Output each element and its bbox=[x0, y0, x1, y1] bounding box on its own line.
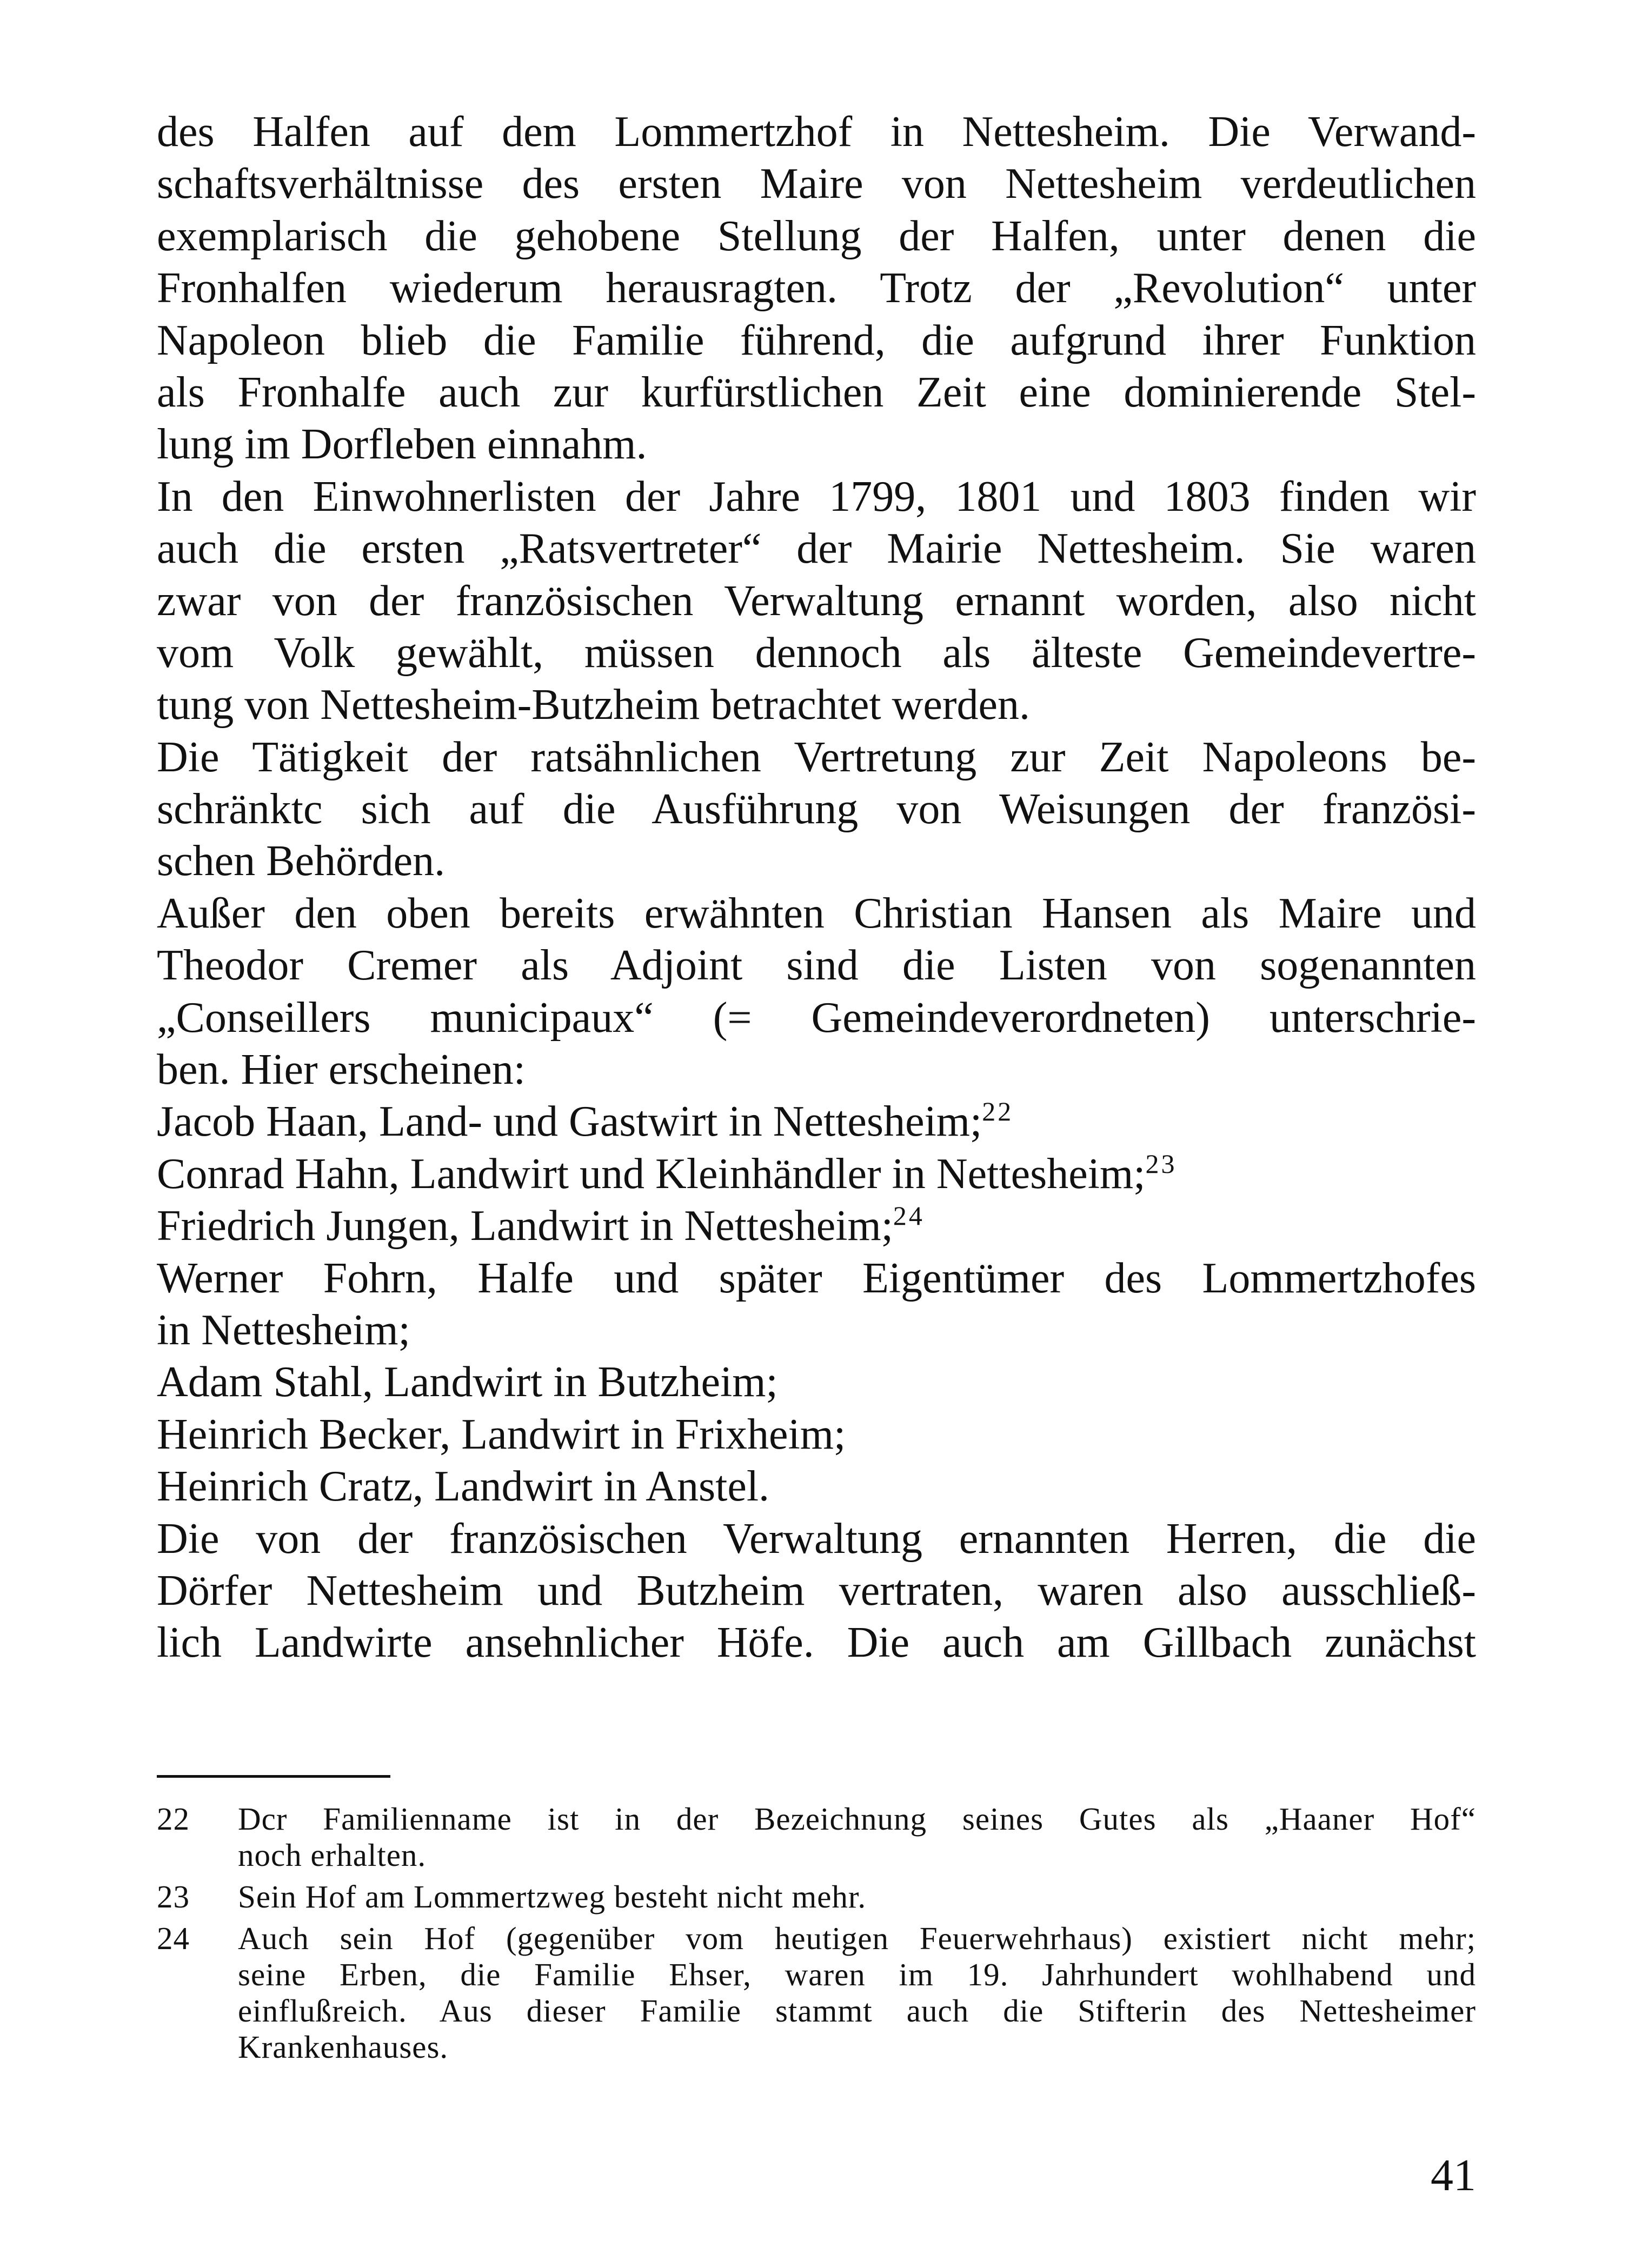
text-line-content: Adam Stahl, Landwirt in Butzheim; bbox=[157, 1358, 778, 1406]
text-line-content: lich Landwirte ansehnlicher Höfe. Die auch am Gillbach zunächst bbox=[157, 1619, 1476, 1667]
text-line-content: Die von der französischen Verwaltung ernannten Herren, die die bbox=[157, 1515, 1476, 1563]
text-line bbox=[157, 418, 1476, 470]
text-line bbox=[157, 888, 1476, 939]
text-line bbox=[157, 1513, 1476, 1565]
text-line bbox=[157, 992, 1476, 1044]
footnote-number: 24 bbox=[157, 1920, 190, 1956]
text-line-content: auch die ersten „Ratsvertreter“ der Mairie Nettesheim. Sie waren bbox=[157, 525, 1476, 573]
text-line bbox=[157, 523, 1476, 575]
footnote-line: noch erhalten. bbox=[238, 1837, 427, 1873]
text-line-content: schaftsverhältnisse des ersten Maire von Nettesheim verdeutlichen bbox=[157, 160, 1476, 208]
text-line-content: Dörfer Nettesheim und Butzheim vertraten, waren also ausschließ- bbox=[157, 1566, 1476, 1615]
page-number: 41 bbox=[1431, 2150, 1476, 2200]
text-line-content: Theodor Cremer als Adjoint sind die Listen von sogenannten bbox=[157, 942, 1476, 990]
text-line bbox=[157, 210, 1476, 262]
text-line bbox=[157, 939, 1476, 991]
footnote-line: Sein Hof am Lommertzweg besteht nicht mehr. bbox=[238, 1879, 867, 1915]
text-line bbox=[157, 679, 1476, 731]
footnote-separator bbox=[157, 1775, 390, 1778]
text-line bbox=[157, 1096, 1476, 1148]
text-line bbox=[157, 627, 1476, 679]
footnote-line: Dcr Familienname ist in der Bezeichnung seines Gutes als „Haaner Hof“ bbox=[238, 1801, 1476, 1837]
text-line bbox=[157, 158, 1476, 210]
text-line-content: schränktc sich auf die Ausführung von Weisungen der französi- bbox=[157, 785, 1476, 833]
text-line bbox=[157, 575, 1476, 627]
footnote-number: 23 bbox=[157, 1879, 190, 1915]
footnote-reference: 22 bbox=[982, 1096, 1014, 1127]
text-line bbox=[157, 262, 1476, 314]
text-line bbox=[157, 106, 1476, 158]
text-line bbox=[157, 1044, 1476, 1096]
text-line bbox=[157, 1304, 1476, 1356]
text-line bbox=[157, 1148, 1476, 1200]
text-line-content: tung von Nettesheim-Butzheim betrachtet werden. bbox=[157, 681, 1031, 729]
text-line bbox=[157, 835, 1476, 887]
text-line-content: als Fronhalfe auch zur kurfürstlichen Zeit eine dominierende Stel- bbox=[157, 368, 1476, 416]
text-line bbox=[157, 1460, 1476, 1512]
text-line-content: Conrad Hahn, Landwirt und Kleinhändler in Nettesheim; bbox=[157, 1150, 1146, 1198]
footnote bbox=[157, 1801, 1476, 1873]
text-line bbox=[157, 471, 1476, 523]
text-line bbox=[157, 1617, 1476, 1669]
text-line bbox=[157, 315, 1476, 366]
text-line-content: „Conseillers municipaux“ (= Gemeindeverordneten) unterschrie- bbox=[157, 993, 1476, 1042]
footnote-reference: 24 bbox=[893, 1200, 925, 1231]
text-line-content: Friedrich Jungen, Landwirt in Nettesheim; bbox=[157, 1202, 893, 1250]
text-line-content: lung im Dorfleben einnahm. bbox=[157, 421, 647, 469]
footnote-line: einflußreich. Aus dieser Familie stammt auch die Stifterin des Nettesheimer bbox=[238, 1993, 1476, 2029]
text-line bbox=[157, 1252, 1476, 1304]
text-line-content: Napoleon blieb die Familie führend, die aufgrund ihrer Funktion bbox=[157, 316, 1476, 364]
text-line-content: exemplarisch die gehobene Stellung der Halfen, unter denen die bbox=[157, 212, 1476, 260]
text-line-content: Fronhalfen wiederum herausragten. Trotz der „Revolution“ unter bbox=[157, 264, 1476, 312]
text-line-content: vom Volk gewählt, müssen dennoch als älteste Gemeindevertre- bbox=[157, 629, 1476, 677]
footnote-line: Auch sein Hof (gegenüber vom heutigen Feuerwehrhaus) existiert nicht mehr; bbox=[238, 1920, 1476, 1956]
text-line bbox=[157, 1409, 1476, 1460]
footnote-line: seine Erben, die Familie Ehser, waren im 19. Jahrhundert wohlhabend und bbox=[238, 1957, 1476, 1992]
footnote-line: Krankenhauses. bbox=[238, 2029, 449, 2065]
text-line-content: Außer den oben bereits erwähnten Christian Hansen als Maire und bbox=[157, 889, 1476, 937]
text-line bbox=[157, 1200, 1476, 1252]
text-line-content: Heinrich Cratz, Landwirt in Anstel. bbox=[157, 1463, 770, 1511]
footnote-reference: 23 bbox=[1145, 1148, 1177, 1179]
footnote bbox=[157, 1920, 1476, 2065]
footnote-number: 22 bbox=[157, 1801, 190, 1837]
text-line-content: Die Tätigkeit der ratsähnlichen Vertretung zur Zeit Napoleons be- bbox=[157, 733, 1476, 781]
main-text bbox=[157, 106, 1476, 1669]
text-line bbox=[157, 731, 1476, 783]
text-line bbox=[157, 1356, 1476, 1408]
text-line-content: In den Einwohnerlisten der Jahre 1799, 1801 und 1803 finden wir bbox=[157, 472, 1476, 521]
footnote bbox=[157, 1879, 1476, 1915]
text-line-content: des Halfen auf dem Lommertzhof in Nettesheim. Die Verwand- bbox=[157, 108, 1476, 156]
text-line-content: Heinrich Becker, Landwirt in Frixheim; bbox=[157, 1410, 846, 1458]
text-line bbox=[157, 366, 1476, 418]
text-line-content: schen Behörden. bbox=[157, 837, 446, 885]
text-line bbox=[157, 1565, 1476, 1617]
text-line bbox=[157, 783, 1476, 835]
text-line-content: ben. Hier erscheinen: bbox=[157, 1046, 526, 1094]
text-line-content: Jacob Haan, Land- und Gastwirt in Nettesheim; bbox=[157, 1098, 982, 1146]
text-line-content: Werner Fohrn, Halfe und später Eigentümer des Lommertzhofes bbox=[157, 1254, 1476, 1302]
footnotes bbox=[157, 1801, 1476, 2071]
text-line-content: in Nettesheim; bbox=[157, 1306, 410, 1354]
text-line-content: zwar von der französischen Verwaltung ernannt worden, also nicht bbox=[157, 577, 1476, 625]
